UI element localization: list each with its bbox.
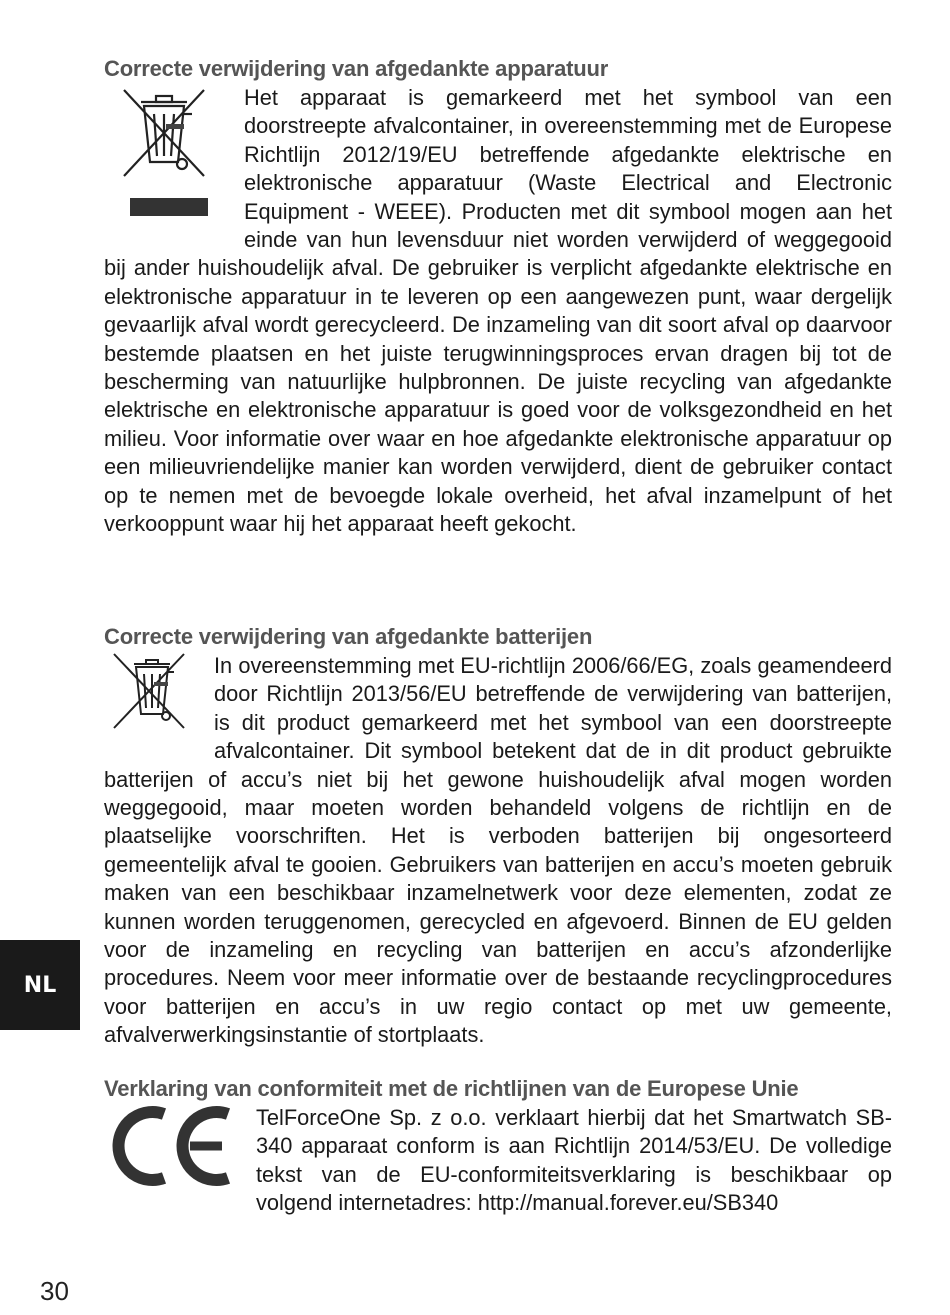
- crossed-out-bin-icon: [104, 84, 230, 234]
- weee-paragraph: Het apparaat is gemarkeerd met het symbool van een doorstreepte afvalcontainer, in overeenstemming met de Europese Richtlijn 2012/19/EU betreffende afgedankte elektrische en elektronische apparatuur (Waste Electrical and Electronic Equipment - WEEE). Producten met dit symbool mogen aan het einde van hun levensduur niet worden verwijderd of weggegooid bij ander huishoudelijk afval. De gebruiker is verplicht afgedankte elektrische en elektronische apparatuur in te leveren op een aangewezen punt, waar dergelijk gevaarlijk afval wordt gerecycleerd. De inzameling van dit soort afval op daarvoor bestemde plaatsen en het juiste terugwinningsproces ervan dragen bij tot de bescherming van natuurlijke hulpbronnen. De juiste recycling van afgedankte elektrische en elektronische apparatuur is goed voor de volksgezondheid en het milieu. Voor informatie over waar en hoe afgedankte elektronische apparatuur op een milieuvriendelijke manier kan worden verwijderd, dient de gebruiker contact op te nemen met de bevoegde lokale overheid, het afval inzamelpunt of het verkooppunt waar hij het apparaat heeft gekocht.: [104, 85, 892, 537]
- conformity-section: [104, 1076, 892, 1218]
- conformity-heading: Verklaring van conformiteit met de richtlijnen van de Europese Unie: [104, 1076, 799, 1101]
- batteries-paragraph: In overeenstemming met EU-richtlijn 2006/66/EG, zoals geamendeerd door Richtlijn 2013/56/EU betreffende de verwijdering van batterijen, is dit product gemarkeerd met het symbool van een doorstreepte afvalcontainer. Dit symbool betekent dat de in dit product gebruikte batterijen of accu’s niet bij het gewone huishoudelijk afval mogen worden weggegooid, maar moeten worden behandeld volgens de richtlijn en de plaatselijke voorschriften. Het is verboden batterijen bij ongesorteerd gemeentelijk afval te gooien. Gebruikers van batterijen en accu’s moeten gebruik maken van een beschikbaar inzamelnetwerk voor deze elementen, zodat ze kunnen worden teruggenomen, gerecycled en afgevoerd. Binnen de EU gelden voor de inzameling en recycling van batterijen en accu’s afzonderlijke procedures. Neem voor meer informatie over de bestaande recyclingprocedures voor batterijen en accu’s in uw regio contact op met uw gemeente, afvalverwerkingsinstantie of stortplaats.: [104, 653, 892, 1048]
- batteries-section: [104, 624, 892, 1050]
- weee-section: [104, 56, 892, 539]
- conformity-paragraph: TelForceOne Sp. z o.o. verklaart hierbij dat het Smartwatch SB-340 apparaat conform is aan Richtlijn 2014/53/EU. De volledige tekst van de EU-conformiteitsverklaring is beschikbaar op volgend internetadres: http://manual.forever.eu/SB340: [256, 1105, 892, 1216]
- weee-heading: Correcte verwijdering van afgedankte apparatuur: [104, 56, 609, 81]
- ce-mark-icon: [104, 1104, 242, 1190]
- page-number: 30: [40, 1276, 69, 1306]
- language-tab: NL: [0, 940, 80, 1030]
- crossed-out-bin-icon: [104, 652, 200, 742]
- batteries-heading: Correcte verwijdering van afgedankte batterijen: [104, 624, 593, 649]
